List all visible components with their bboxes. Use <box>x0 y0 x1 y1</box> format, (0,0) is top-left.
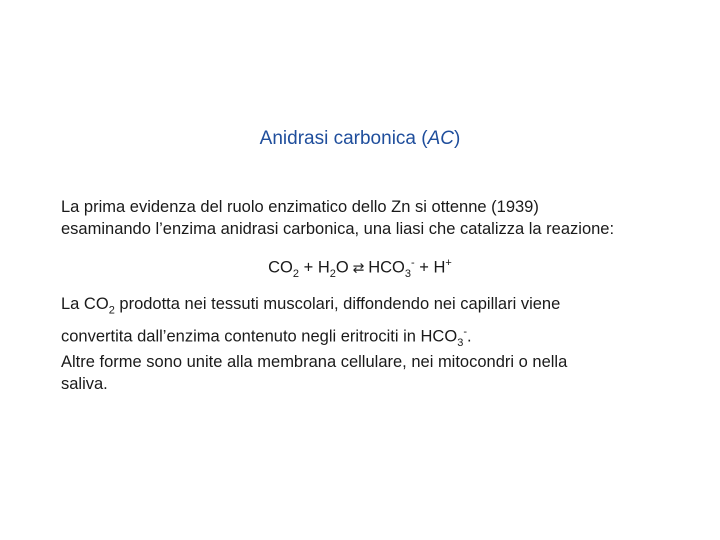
reactant-co-subscript: 2 <box>292 267 299 280</box>
paragraph-other-forms <box>61 351 681 395</box>
plus-sign: + <box>414 258 434 277</box>
chemical-reaction <box>0 257 720 280</box>
paragraph-other-forms-line1: Altre forme sono unite alla membrana cellulare, nei mitocondri o nella <box>61 353 568 371</box>
paragraph-co2-text-a: La CO <box>61 295 109 313</box>
equilibrium-arrow-icon: ⇄ <box>348 259 369 276</box>
product-h-charge: + <box>445 257 452 269</box>
paragraph-co2-hco-charge: - <box>463 326 467 339</box>
title-text: Anidrasi carbonica ( <box>259 128 428 149</box>
title-abbreviation: AC <box>427 128 454 149</box>
paragraph-intro <box>61 196 681 240</box>
paragraph-co2-text-c: convertita dall’enzima contenuto negli eritrociti in HCO <box>61 327 458 346</box>
reactant-co: CO <box>268 258 293 277</box>
paragraph-co2-period: . <box>466 327 472 346</box>
paragraph-intro-line1: La prima evidenza del ruolo enzimatico dello Zn si ottenne (1939) <box>61 198 539 216</box>
product-hco: HCO <box>368 258 405 277</box>
paragraph-co2-text-b: prodotta nei tessuti muscolari, diffondendo nei capillari viene <box>114 295 561 313</box>
paragraph-co2-subscript: 2 <box>108 304 115 317</box>
title-close: ) <box>454 128 461 149</box>
reactant-h: H <box>317 258 330 277</box>
paragraph-other-forms-line2: saliva. <box>61 375 108 393</box>
plus-sign: + <box>299 258 318 277</box>
product-hco-subscript: 3 <box>404 267 412 280</box>
paragraph-co2-hco-subscript: 3 <box>457 337 464 350</box>
slide-title <box>0 128 720 150</box>
product-h: H <box>433 258 446 277</box>
reactant-o: O <box>335 258 349 277</box>
paragraph-co2 <box>61 293 681 354</box>
paragraph-intro-line2: esaminando l’enzima anidrasi carbonica, una liasi che catalizza la reazione: <box>61 220 615 238</box>
reactant-h-subscript: 2 <box>329 267 336 280</box>
product-hco-charge: - <box>411 257 415 269</box>
